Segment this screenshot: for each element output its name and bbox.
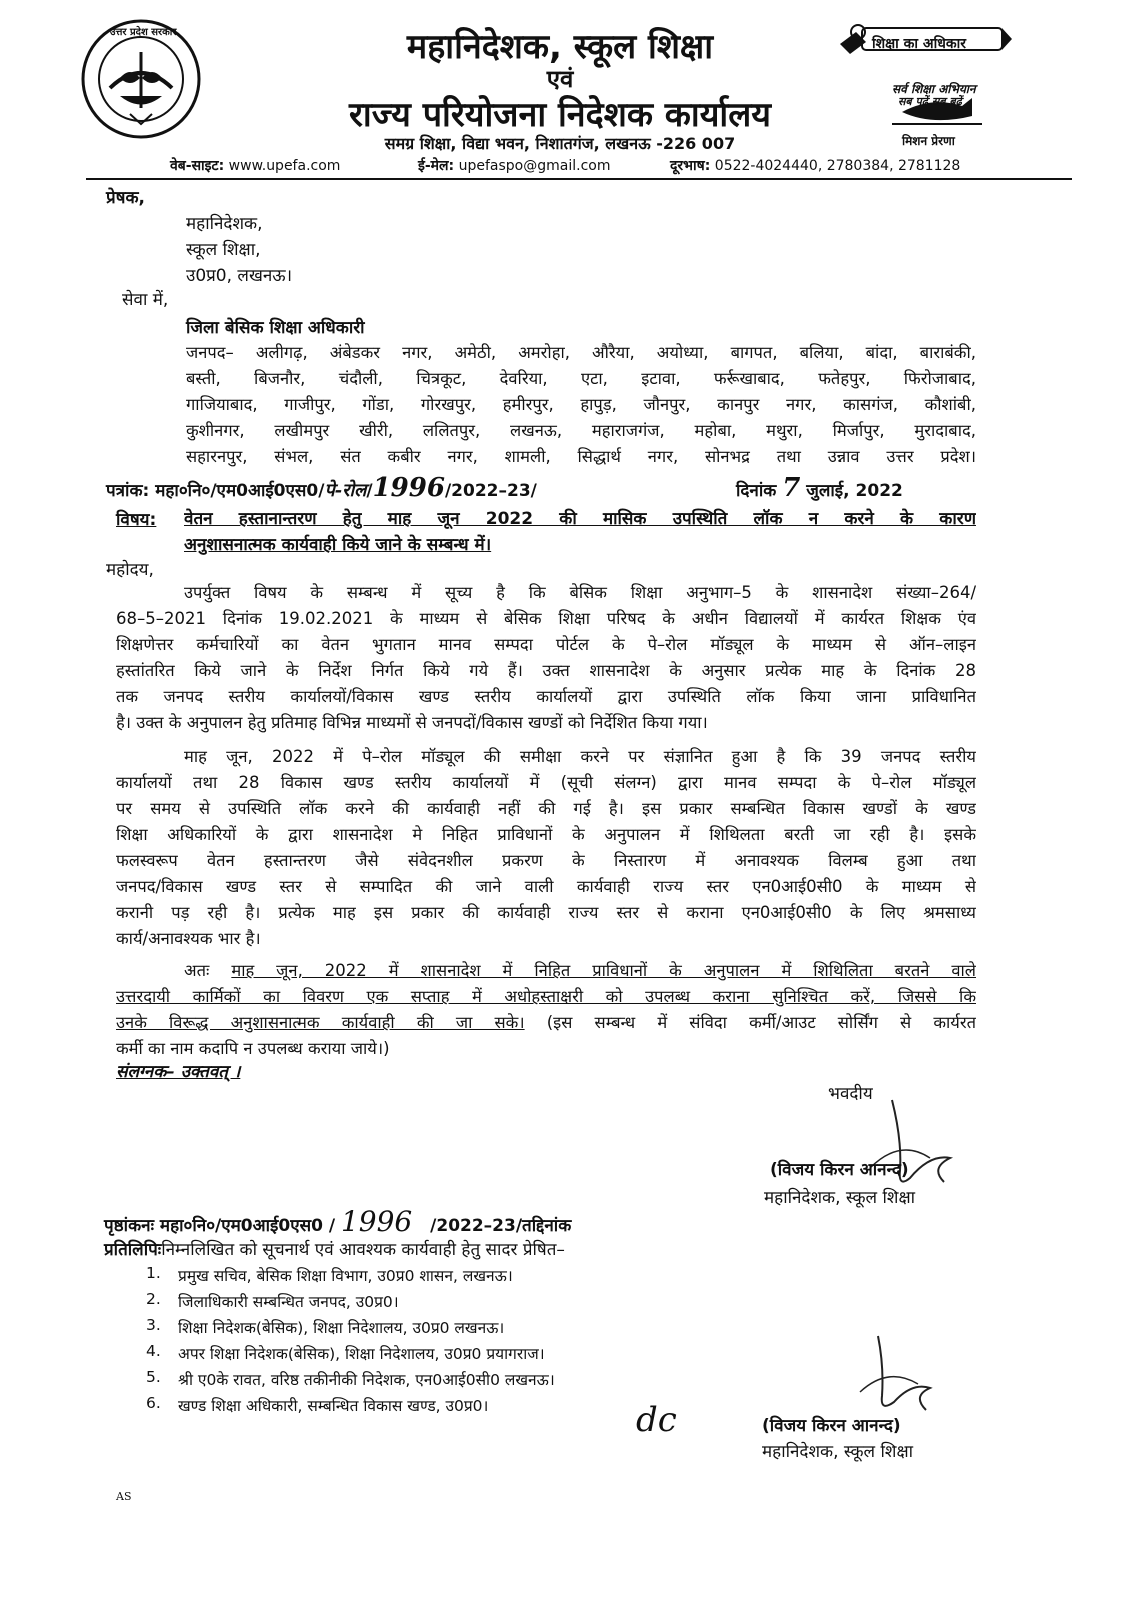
reference-suffix: /2022–23/: [444, 481, 537, 501]
recipient-title: जिला बेसिक शिक्षा अधिकारी: [186, 318, 365, 338]
paragraph-3-prefix: अतः: [184, 961, 210, 980]
email-entry: [418, 156, 610, 175]
up-government-emblem: [80, 18, 202, 140]
reference-label: पत्रांक:: [106, 481, 150, 501]
paragraph-3-underlined: माह जून, 2022 में शासनादेश में निहित प्राविधानों के अनुपालन में शिथिलिता बरतने वाले: [231, 961, 976, 980]
sender-label: प्रेषक,: [106, 188, 146, 208]
paragraph-line: पर समय से उपस्थिति लॉक करने की कार्यवाही नहीं की गई है। इस प्रकार सम्बन्धित विकास खण्डों के खण्ड: [116, 799, 976, 818]
subject-text: [184, 506, 976, 558]
mission-prerna-text: मिशन प्रेरणा: [902, 134, 955, 148]
paragraph-3: [116, 958, 976, 1062]
district-line: बस्ती, बिजनौर, चंदौली, चित्रकूट, देवरिया, एटा, इटावा, फर्रूखाबाद, फतेहपुर, फिरोजाबाद,: [186, 369, 976, 388]
email-link[interactable]: upefaspo@gmail.com: [458, 158, 611, 174]
date-label: दिनांक: [736, 481, 777, 501]
paragraph-line: [116, 1010, 976, 1036]
office-address: समग्र शिक्षा, विद्या भवन, निशातगंज, लखनऊ -226 007: [384, 134, 736, 153]
copy-text: निम्नलिखित को सूचनार्थ एवं आवश्यक कार्यवाही हेतु सादर प्रेषित–: [161, 1240, 565, 1260]
recipient-label: सेवा में,: [122, 290, 169, 310]
yours-faithfully: भवदीय: [828, 1084, 873, 1104]
handwritten-initials: dc: [636, 1400, 677, 1440]
district-line: सहारनपुर, संभल, संत कबीर नगर, शामली, सिद्धार्थ नगर, सोनभद्र तथा उन्नाव उत्तर प्रदेश।: [186, 447, 976, 466]
paragraph-line: कार्यालयों तथा 28 विकास खण्ड स्तरीय कार्यालयों में (सूची संलग्न) द्वारा मानव सम्पदा के पे–रोल मॉड्यूल: [116, 773, 976, 792]
district-line: कुशीनगर, लखीमपुर खीरी, ललितपुर, लखनऊ, महाराजगंज, महोबा, मथुरा, मिर्जापुर, मुरादाबाद,: [186, 421, 976, 440]
paragraph-line: है। उक्त के अनुपालन हेतु प्रतिमाह विभिन्न माध्यमों से जनपदों/विकास खण्डों को निर्देशित किया गया।: [116, 713, 708, 732]
district-line: जनपद– अलीगढ़, अंबेडकर नगर, अमेठी, अमरोहा, औरैया, अयोध्या, बागपत, बलिया, बांदा, बाराबंकी,: [186, 343, 976, 362]
paragraph-line: फलस्वरूप वेतन हस्तान्तरण जैसे संवेदनशील प्रकरण के निस्तारण में अनावश्यक विलम्ब हुआ तथा: [116, 851, 976, 870]
copy-item-text: खण्ड शिक्षा अधिकारी, सम्बन्धित विकास खण्ड, उ0प्र0।: [178, 1397, 489, 1415]
paragraph-line: शिक्षणेत्तर कर्मचारियों का वेतन भुगतान मानव सम्पदा पोर्टल के पे–रोल मॉड्यूल के माध्यम से ऑन–लाइन: [116, 635, 976, 654]
paragraph-2: [116, 744, 976, 952]
copy-item-number: 1.: [146, 1264, 161, 1282]
reference-handwritten-section: पे-रोल: [324, 480, 367, 501]
salutation: महोदय,: [106, 560, 154, 580]
subject-line: वेतन हस्तानान्तरण हेतु माह जून 2022 की मासिक उपस्थिति लॉक न करने के कारण: [184, 509, 976, 529]
paragraph-line: उपर्युक्त विषय के सम्बन्ध में सूच्य है कि बेसिक शिक्षा अनुभाग–5 के शासनादेश संख्या–264/: [184, 583, 976, 602]
paragraph-line: 68–5–2021 दिनांक 19.02.2021 के माध्यम से बेसिक शिक्षा परिषद के अधीन विद्यालयों में कार्यरत शिक्षक एंव: [116, 609, 976, 628]
paragraph-line: जनपद/विकास खण्ड स्तर से सम्पादित की जाने वाली कार्यवाही राज्य स्तर एन0आई0सी0 के माध्यम से: [116, 877, 976, 896]
paragraph-3-underlined: उनके विरूद्ध अनुशासनात्मक कार्यवाही की जा सके।: [116, 1013, 525, 1032]
copy-label: प्रतिलिपिः: [104, 1240, 162, 1260]
signature-icon: [840, 1090, 970, 1200]
subject-line: अनुशासनात्मक कार्यवाही किये जाने के सम्बन्ध में।: [184, 535, 492, 555]
reference-handwritten-number: 1996: [372, 473, 445, 503]
paragraph-line: कर्मी का नाम कदापि न उपलब्ध कराया जाये।): [116, 1039, 390, 1058]
paragraph-line: माह जून, 2022 में पे–रोल मॉड्यूल की समीक्षा करने पर संज्ञानित हुआ है कि 39 जनपद स्तरीय: [184, 747, 976, 766]
endorsement-line: [104, 1205, 572, 1238]
paragraph-line: शिक्षा अधिकारियों के द्वारा शासनादेश मे निहित प्राविधानों के अनुपालन में शिथिलता बरती जा रही है। इसके: [116, 825, 976, 844]
copy-item-text: श्री ए0के रावत, वरिष्ठ तकीनीकी निदेशक, एन0आई0सी0 लखनऊ।: [178, 1371, 555, 1389]
emblem-text: उत्तर प्रदेश सरकार: [110, 27, 177, 38]
ssa-logo-line2: सब पढ़ें सब बढ़ें: [898, 95, 962, 108]
copy-item-number: 2.: [146, 1290, 161, 1308]
copy-item-text: अपर शिक्षा निदेशक(बेसिक), शिक्षा निदेशालय, उ0प्र0 प्रयागराज।: [178, 1345, 545, 1363]
sarva-shiksha-logo: [832, 20, 1014, 160]
paragraph-line: कार्य/अनावश्यक भार है।: [116, 929, 261, 948]
district-line: गाजियाबाद, गाजीपुर, गोंडा, गोरखपुर, हमीरपुर, हापुड़, जौनपुर, कानपुर नगर, कासगंज, कौशांबी,: [186, 395, 976, 414]
paragraph-3-note: (इस सम्बन्ध में संविदा कर्मी/आउट सोर्सिंग से कार्यरत: [546, 1013, 976, 1032]
office-title-line1: महानिदेशक, स्कूल शिक्षा: [406, 27, 714, 67]
subject-label: विषय:: [116, 510, 157, 530]
website-label: वेब-साइट:: [170, 158, 225, 174]
rte-logo-title: शिक्षा का अधिकार: [872, 36, 966, 52]
phone-numbers: 0522-4024440, 2780384, 2781128: [714, 158, 961, 174]
copy-item-number: 3.: [146, 1316, 161, 1334]
signatory-name: (विजय किरन आनन्द): [770, 1160, 909, 1180]
sender-line: महानिदेशक,: [186, 214, 263, 234]
office-title-and: एवं: [546, 65, 574, 93]
copy-item-number: 6.: [146, 1394, 161, 1412]
endorsement-signatory-name: (विजय किरन आनन्द): [762, 1416, 901, 1436]
endorsement-label: पृष्ठांकनः: [104, 1216, 154, 1236]
paragraph-1: [116, 580, 976, 736]
copy-item-number: 4.: [146, 1342, 161, 1360]
sender-line: उ0प्र0, लखनऊ।: [186, 266, 293, 286]
office-title-line2: राज्य परियोजना निदेशक कार्यालय: [348, 95, 772, 135]
website-entry: [170, 156, 340, 175]
copy-item-text: शिक्षा निदेशक(बेसिक), शिक्षा निदेशालय, उ0प्र0 लखनऊ।: [178, 1319, 505, 1337]
paragraph-3-underlined: उत्तरदायी कार्मिकों का विवरण एक सप्ताह में अधोहस्ताक्षरी को उपलब्ध कराना सुनिश्चित करें, जिससे कि: [116, 987, 976, 1006]
reference-line: पत्रांक: महा०नि०/एम0आई0एस0/पे-रोल/1996/2022–23/: [106, 473, 537, 503]
footer-mark: AS: [116, 1490, 132, 1503]
copy-item-number: 5.: [146, 1368, 161, 1386]
header-divider: [86, 178, 1072, 180]
paragraph-line: [116, 958, 976, 984]
ssa-logo-line1: सर्व शिक्षा अभियान: [892, 82, 976, 96]
paragraph-line: तक जनपद स्तरीय कार्यालयों/विकास खण्ड स्तरीय कार्यालयों द्वारा उपस्थिति लॉक किया जाना प्राविधानित: [116, 687, 976, 706]
email-label: ई-मेल:: [418, 158, 455, 174]
endorsement-suffix: /2022–23/तद्दिनांक: [430, 1216, 572, 1236]
copy-item-text: जिलाधिकारी सम्बन्धित जनपद, उ0प्र0।: [178, 1293, 399, 1311]
date-handwritten-day: 7: [782, 473, 801, 503]
reference-date: [736, 473, 903, 503]
paragraph-line: करानी पड़ रही है। प्रत्येक माह इस प्रकार की कार्यवाही राज्य स्तर से कराना एन0आई0सी0 के लिए श्रमसाध्य: [116, 903, 976, 922]
sender-line: स्कूल शिक्षा,: [186, 240, 261, 260]
district-list: [186, 340, 976, 470]
copy-line: [104, 1238, 565, 1262]
enclosure-note: संलग्नक– उक्तवत् ।: [116, 1062, 241, 1082]
copy-item-text: प्रमुख सचिव, बेसिक शिक्षा विभाग, उ0प्र0 शासन, लखनऊ।: [178, 1267, 513, 1285]
endorsement-prefix: महा०नि०/एम0आई0एस0 /: [159, 1216, 336, 1236]
date-month-year: जुलाई, 2022: [806, 481, 903, 501]
endorsement-signatory-title: महानिदेशक, स्कूल शिक्षा: [762, 1442, 914, 1462]
reference-prefix: महा०नि०/एम0आई0एस0/: [155, 481, 325, 501]
endorsement-handwritten-number: 1996: [340, 1205, 413, 1238]
signatory-title: महानिदेशक, स्कूल शिक्षा: [764, 1188, 916, 1208]
paragraph-line: हस्तांतरित किये जाने के निर्देश निर्गत किये गये हैं। उक्त शासनादेश के अनुसार प्रत्येक माह के दिनांक 28: [116, 661, 976, 680]
website-link[interactable]: www.upefa.com: [228, 158, 341, 174]
phone-label: दूरभाष:: [670, 158, 711, 174]
